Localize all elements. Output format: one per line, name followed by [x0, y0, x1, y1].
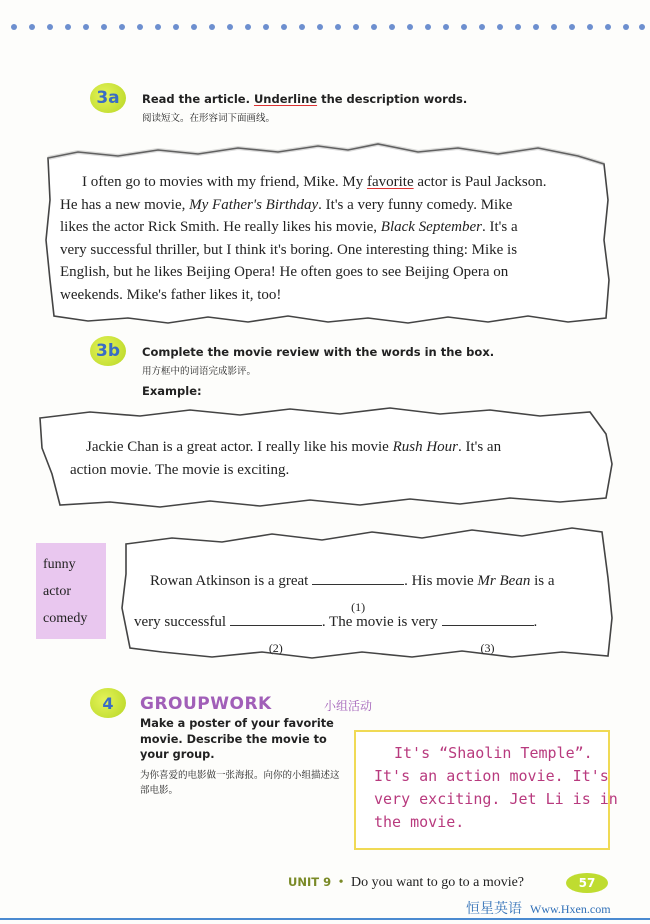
instruction-3b: Complete the movie review with the words in the box.	[142, 345, 495, 359]
blank-1[interactable]: (1)	[312, 571, 404, 585]
badge-4: 4	[90, 688, 126, 718]
bottom-rule	[0, 918, 650, 920]
word-box	[36, 543, 106, 639]
instruction-3b-cn: 用方框中的词语完成影评。	[142, 366, 257, 377]
example-label: Example:	[142, 384, 202, 398]
instruction-3a-cn: 阅读短文。在形容词下面画线。	[142, 113, 276, 124]
exercise-text: Rowan Atkinson is a great (1) . His movie Mr Bean is a very successful (2) . The movie is very (3) .	[134, 573, 555, 655]
groupwork-instruction: Make a poster of your favorite movie. Describe the movie to your group.	[140, 717, 334, 761]
instruction-3a: Read the article. Underline the description words.	[142, 92, 468, 106]
word-box-item: actor	[43, 584, 71, 599]
word-box-item: funny	[43, 557, 76, 572]
watermark: 恒星英语 Www.Hxen.com	[466, 901, 611, 917]
badge-3b: 3b	[90, 336, 126, 366]
groupwork-title-cn: 小组活动	[324, 699, 373, 713]
article-text: I often go to movies with my friend, Mike. My favorite actor is Paul Jackson. He has a new movie, My Father's Birthday. It's a very funny comedy. Mike likes the actor Rick Smith. He really likes his movie, Black September. It's a very successful thriller, but I think it's boring. One interesting thing: Mike is English, but he likes Beijing Opera! He often goes to see Beijing Opera on weekends. Mike's father likes it, too!	[60, 174, 547, 303]
poster-text: It's “Shaolin Temple”. It's an action movie. It's very exciting. Jet Li is in the movie.	[374, 744, 618, 831]
example-text: Jackie Chan is a great actor. I really like his movie Rush Hour. It's an action movie. The movie is exciting.	[70, 439, 502, 478]
poster-box	[354, 730, 618, 850]
blank-3[interactable]: (3)	[442, 612, 534, 626]
badge-3a: 3a	[90, 83, 126, 113]
dotted-border	[8, 22, 648, 32]
groupwork-instruction-cn: 为你喜爱的电影做一张海报。向你的小组描述这部电影。	[140, 770, 340, 796]
word-box-item: comedy	[43, 611, 88, 626]
page-number: 57	[566, 873, 608, 893]
groupwork-title: GROUPWORK	[140, 694, 272, 714]
page-footer: UNIT 9 • Do you want to go to a movie?	[288, 875, 525, 890]
blank-2[interactable]: (2)	[230, 612, 322, 626]
